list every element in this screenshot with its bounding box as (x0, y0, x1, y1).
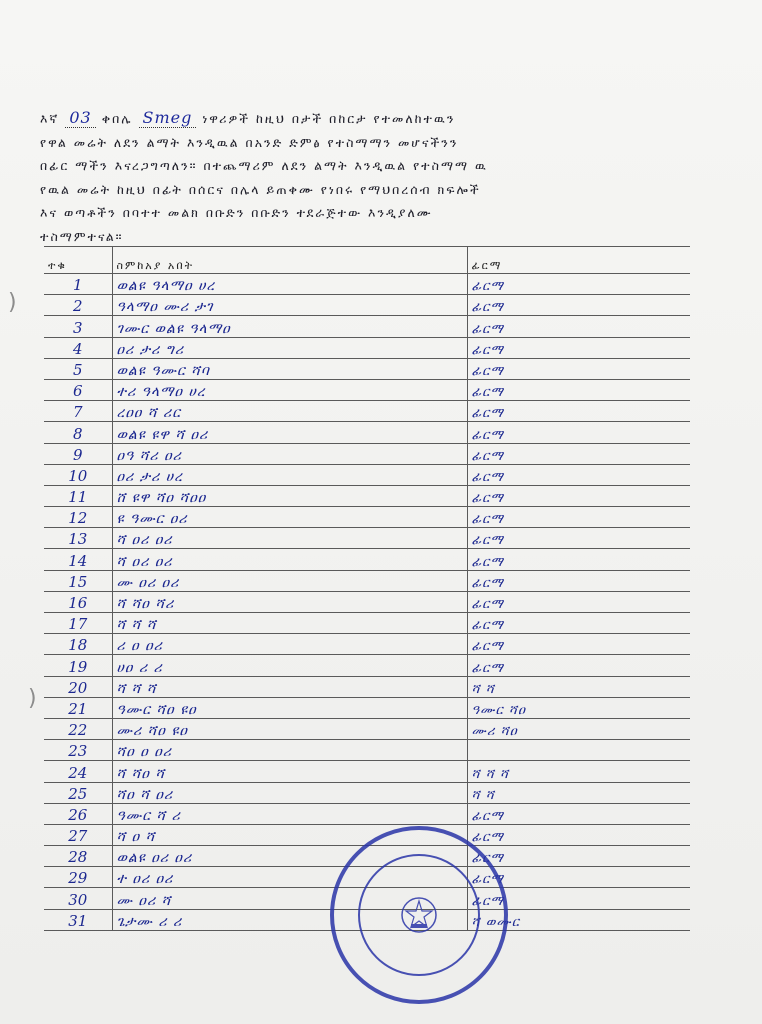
row-number: 27 (44, 824, 112, 845)
row-number: 16 (44, 591, 112, 612)
row-name: ተሪ ዓላማዐ ሀረ (112, 379, 467, 400)
row-name: ሻ ዐ ሻ (112, 824, 467, 845)
row-name: ሻዐ ሻ ዐሪ (112, 782, 467, 803)
row-number: 12 (44, 507, 112, 528)
row-signature: ፊርማ (467, 528, 690, 549)
preamble-line-2: የዋል መሬት ለደን ልማት እንዲዉል በአንድ ድምፅ የተስማማን መሆናችንን (40, 134, 459, 150)
row-name: ወልዩ ዐሪ ዐሪ (112, 846, 467, 867)
row-signature: ፊርማ (467, 379, 690, 400)
row-signature: ሙሪ ሻዐ (467, 718, 690, 739)
row-name: ሸ ዩዋ ሻዐ ሻዐዐ (112, 485, 467, 506)
row-name: ሀዐ ሪ ሪ (112, 655, 467, 676)
row-name: ዓላማዐ ሙሪ ታገ (112, 295, 467, 316)
row-name: ዓሙር ሻዐ ዩዐ (112, 697, 467, 718)
row-number: 2 (44, 295, 112, 316)
row-number: 17 (44, 613, 112, 634)
row-name: ሪ ዐ ዐሪ (112, 634, 467, 655)
table-row (44, 379, 690, 400)
row-number: 25 (44, 782, 112, 803)
row-number: 19 (44, 655, 112, 676)
table-row (44, 507, 690, 528)
official-stamp (330, 826, 508, 1004)
table-row (44, 443, 690, 464)
signature-table (44, 246, 690, 931)
row-name: ወልዩ ዩዋ ሻ ዐሪ (112, 422, 467, 443)
table-row (44, 295, 690, 316)
row-number: 8 (44, 422, 112, 443)
row-number: 9 (44, 443, 112, 464)
emblem-icon (399, 895, 439, 935)
row-signature: ሻ ሻ ሻ (467, 761, 690, 782)
table-row (44, 591, 690, 612)
column-header-signature: ፊርማ (467, 247, 690, 274)
table-row (44, 655, 690, 676)
table-row (44, 697, 690, 718)
table-row (44, 676, 690, 697)
row-number: 10 (44, 464, 112, 485)
row-signature: ፊርማ (467, 485, 690, 506)
table-row (44, 464, 690, 485)
table-row (44, 570, 690, 591)
row-signature: ፊርማ (467, 422, 690, 443)
row-signature: ፊርማ (467, 443, 690, 464)
row-name: ረዐዐ ሻ ሪር (112, 401, 467, 422)
row-signature: ፊርማ (467, 316, 690, 337)
table-row (44, 718, 690, 739)
row-signature: ፊርማ (467, 401, 690, 422)
row-signature: ሻ ሻ (467, 782, 690, 803)
table-row (44, 782, 690, 803)
stamp-inner-ring (358, 854, 480, 976)
preamble-text (40, 106, 680, 248)
table-row (44, 740, 690, 761)
row-name: ሻ ዐሪ ዐሪ (112, 549, 467, 570)
table-row (44, 634, 690, 655)
row-signature: ፊርማ (467, 655, 690, 676)
row-signature (467, 740, 690, 761)
row-signature: ፊርማ (467, 867, 690, 888)
column-header-name: ስምከአያ አበት (112, 247, 467, 274)
table-row (44, 422, 690, 443)
row-signature: ፊርማ (467, 591, 690, 612)
row-number: 30 (44, 888, 112, 909)
row-number: 7 (44, 401, 112, 422)
preamble-line-5: እና ወጣቶችን በባተተ መልክ በቡድን በቡድን ተደራጅተው እንዲያለሙ (40, 205, 433, 220)
row-number: 13 (44, 528, 112, 549)
hole-punch-mark: ) (8, 290, 17, 315)
hole-punch-mark: ) (28, 686, 37, 711)
row-name: ሙ ዐሪ ሻ (112, 888, 467, 909)
row-signature: ፊርማ (467, 464, 690, 485)
row-number: 23 (44, 740, 112, 761)
row-number: 21 (44, 697, 112, 718)
handwritten-kebele: Smeg (139, 108, 197, 128)
row-number: 3 (44, 316, 112, 337)
row-number: 24 (44, 761, 112, 782)
table-row (44, 316, 690, 337)
row-name: ዩ ዓሙር ዐሪ (112, 507, 467, 528)
row-number: 1 (44, 274, 112, 295)
preamble-line-3: በፊር ማችን እናረጋግጣለን። በተጨማሪም ለደን ልማት እንዲዉል የተስማማ ዉ (40, 158, 488, 173)
row-number: 11 (44, 485, 112, 506)
row-number: 15 (44, 570, 112, 591)
preamble-line-6: ተስማምተናል። (40, 228, 124, 244)
table-row (44, 274, 690, 295)
row-signature: ፊርማ (467, 295, 690, 316)
row-number: 22 (44, 718, 112, 739)
row-signature: ፊርማ (467, 274, 690, 295)
preamble-line-4: የዉል መሬት ከዚህ በፊት በሰርና በሌላ ይጠቀሙ የነበሩ የማህበረሰብ ክፍሎች (40, 181, 481, 197)
row-signature: ፊርማ (467, 803, 690, 824)
row-name: ዐሪ ታሪ ግሪ (112, 337, 467, 358)
row-name: ሻዐ ዐ ዐሪ (112, 740, 467, 761)
table-row (44, 358, 690, 379)
table-header-row (44, 247, 690, 274)
row-name: ዓሙር ሻ ሪ (112, 803, 467, 824)
table-row (44, 401, 690, 422)
row-name: ሻ ዐሪ ዐሪ (112, 528, 467, 549)
row-name: ዐሪ ታሪ ሀረ (112, 464, 467, 485)
row-signature: ፊርማ (467, 634, 690, 655)
row-number: 20 (44, 676, 112, 697)
table-row (44, 549, 690, 570)
row-name: ሻ ሻዐ ሻሪ (112, 591, 467, 612)
table-row (44, 761, 690, 782)
row-signature: ፊርማ (467, 507, 690, 528)
row-name: ዐዓ ሻሪ ዐሪ (112, 443, 467, 464)
row-signature: ሻ ወሙር (467, 909, 690, 930)
table-row (44, 803, 690, 824)
row-signature: ፊርማ (467, 613, 690, 634)
row-number: 29 (44, 867, 112, 888)
row-signature: ፊርማ (467, 570, 690, 591)
row-number: 26 (44, 803, 112, 824)
table-row (44, 485, 690, 506)
row-name: ገሙር ወልዩ ዓላማዐ (112, 316, 467, 337)
row-name: ተ ዐሪ ዐሪ (112, 867, 467, 888)
row-number: 28 (44, 846, 112, 867)
row-name: ወልዩ ዓላማዐ ሀረ (112, 274, 467, 295)
row-name: ሙሪ ሻዐ ዩዐ (112, 718, 467, 739)
row-name: ሻ ሻዐ ሻ (112, 761, 467, 782)
row-signature: ፊርማ (467, 846, 690, 867)
row-signature: ፊርማ (467, 824, 690, 845)
row-name: ሻ ሻ ሻ (112, 613, 467, 634)
row-number: 5 (44, 358, 112, 379)
row-signature: ዓሙር ሻዐ (467, 697, 690, 718)
row-number: 18 (44, 634, 112, 655)
row-number: 31 (44, 909, 112, 930)
table-row (44, 613, 690, 634)
table-row (44, 337, 690, 358)
row-name: ወልዩ ዓሙር ሻባ (112, 358, 467, 379)
column-header-number: ተቁ (44, 247, 112, 274)
row-name: ጌታሙ ሪ ሪ (112, 909, 467, 930)
row-signature: ፊርማ (467, 549, 690, 570)
table-row (44, 528, 690, 549)
row-name: ሙ ዐሪ ዐሪ (112, 570, 467, 591)
handwritten-number: 03 (65, 108, 95, 128)
row-signature: ፊርማ (467, 888, 690, 909)
row-number: 14 (44, 549, 112, 570)
row-signature: ፊርማ (467, 337, 690, 358)
row-name: ሻ ሻ ሻ (112, 676, 467, 697)
preamble-line-1: እኛ 03 ቀበሌ Smeg ነዋሪዎች ከዚህ በታች በከርታ የተመለከተዉን (40, 108, 456, 127)
row-number: 4 (44, 337, 112, 358)
row-number: 6 (44, 379, 112, 400)
row-signature: ሻ ሻ (467, 676, 690, 697)
row-signature: ፊርማ (467, 358, 690, 379)
